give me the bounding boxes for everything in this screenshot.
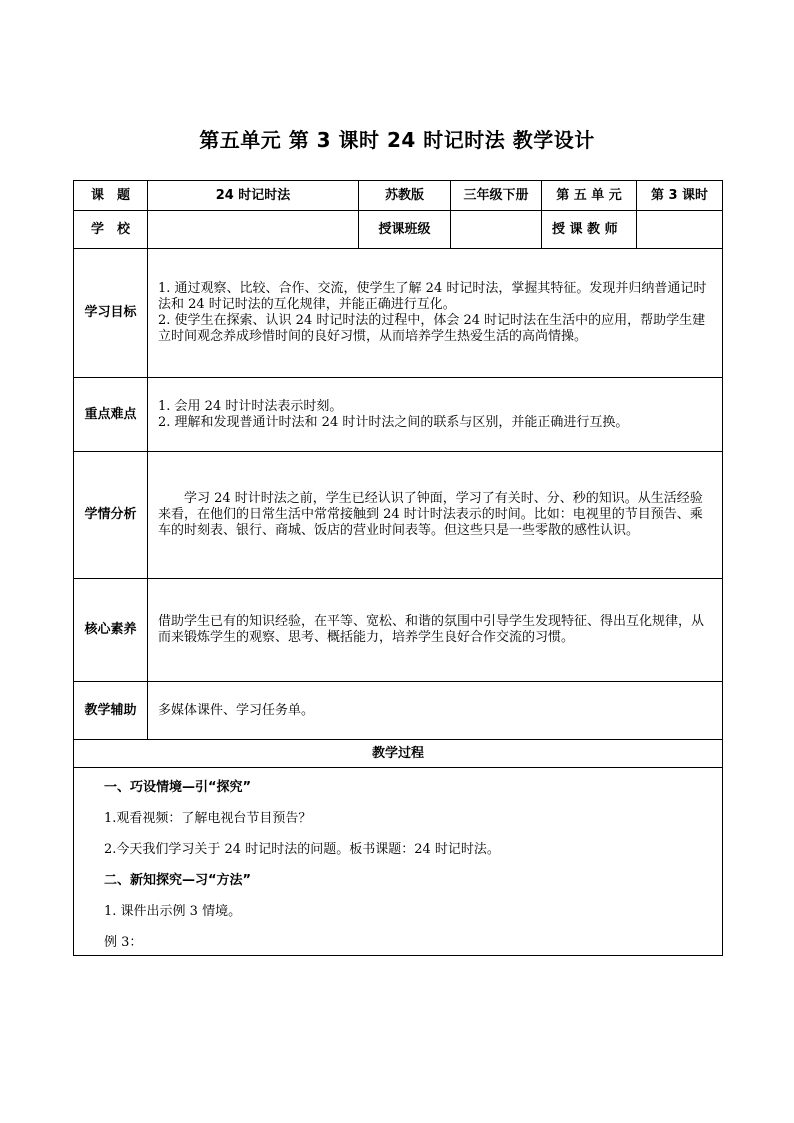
class-value [451,211,542,249]
school-label: 学 校 [74,211,148,249]
process-item-3: 1. 课件出示例 3 情境。 [104,903,242,919]
analysis-text: 学习 24 时计时法之前，学生已经认识了钟面，学习了有关时、分、秒的知识。从生活经验来看，在他们的日常生活中常常接触到 24 时计时法表示的时间。比如：电视里的节目预告、乘车的时刻表、银行、商城、饭店的营业时间表等。但这些只是一些零散的感性认识。 [158,491,703,538]
key-point-2: 2. 理解和发现普通计时法和 24 时计时法之间的联系与区别，并能正确进行互换。 [158,414,629,430]
publisher-value: 苏教版 [359,181,451,211]
objective-1: 1. 通过观察、比较、合作、交流，使学生了解 24 时记时法，掌握其特征。发现并归纳普通记时法和 24 时记时法的互化规律，并能正确进行互化。 [158,281,707,312]
process-item-4: 例 3： [104,934,143,950]
page-title: 第五单元 第 3 课时 24 时记时法 教学设计 [199,128,595,152]
row-objectives [74,249,723,378]
teacher-label: 授 课 教 师 [542,211,637,249]
analysis-content [148,452,723,579]
row-analysis [74,452,723,579]
process-section-2: 二、新知探究—习“方法” [104,872,252,888]
aids-text: 多媒体课件、学习任务单。 [158,702,315,718]
row-aids [74,682,723,740]
objectives-content [148,249,723,378]
row-process-body [74,768,723,956]
row-topic [74,181,723,211]
literacy-text: 借助学生已有的知识经验，在平等、宽松、和谐的氛围中引导学生发现特征、得出互化规律，从而来锻炼学生的观察、思考、概括能力，培养学生良好合作交流的习惯。 [158,614,705,645]
process-header: 教学过程 [74,740,723,768]
process-item-2: 2.今天我们学习关于 24 时记时法的问题。板书课题：24 时记时法。 [104,841,500,857]
literacy-label: 核心素养 [74,579,148,682]
class-label: 授课班级 [359,211,451,249]
key-points-label: 重点难点 [74,378,148,452]
analysis-label: 学情分析 [74,452,148,579]
lesson-plan-table [73,180,723,956]
row-key-points [74,378,723,452]
grade-value: 三年级下册 [451,181,542,211]
row-literacy [74,579,723,682]
aids-label: 教学辅助 [74,682,148,740]
teacher-value [637,211,723,249]
topic-value: 24 时记时法 [148,181,359,211]
objective-2: 2. 使学生在探索、认识 24 时记时法的过程中，体会 24 时记时法在生活中的应用，帮助学生建立时间观念养成珍惜时间的良好习惯，从而培养学生热爱生活的高尚情操。 [158,313,706,344]
unit-value: 第 五 单 元 [542,181,637,211]
process-section-1: 一、巧设情境—引“探究” [104,779,252,795]
row-school [74,211,723,249]
objectives-label: 学习目标 [74,249,148,378]
school-value [148,211,359,249]
key-point-1: 1. 会用 24 时计时法表示时刻。 [158,398,343,414]
process-item-1: 1.观看视频：了解电视台节目预告？ [104,810,312,826]
aids-content [148,682,723,740]
process-content [74,768,723,956]
literacy-content [148,579,723,682]
topic-label: 课 题 [74,181,148,211]
key-points-content [148,378,723,452]
row-process-header [74,740,723,768]
lesson-value: 第 3 课时 [637,181,723,211]
